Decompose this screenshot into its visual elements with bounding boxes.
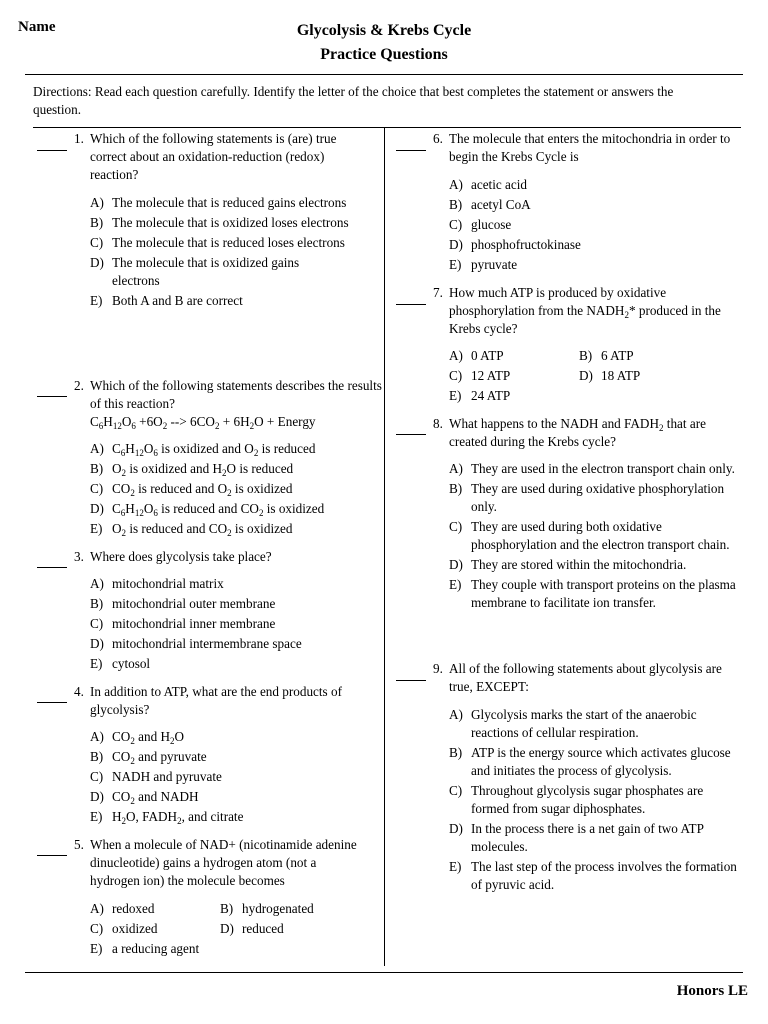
option-4a[interactable] (90, 728, 370, 746)
question-number: 8. (433, 416, 443, 431)
options-9 (449, 706, 739, 896)
option-text: mitochondrial intermembrane space (112, 636, 302, 651)
option-letter: A) (90, 441, 104, 456)
option-letter: D) (90, 789, 104, 804)
directions-divider-left (33, 127, 398, 128)
option-text: mitochondrial matrix (112, 576, 224, 591)
option-text: The last step of the process involves the formation of pyruvic acid. (471, 859, 737, 892)
option-text: $C_6H_{12}O_6$ is oxidized and $O_2$ is reduced (112, 441, 316, 458)
option-letter: B) (220, 901, 234, 916)
option-5d[interactable] (220, 920, 284, 938)
directions-divider-right (384, 127, 741, 128)
option-1a[interactable] (90, 194, 350, 212)
option-6d[interactable] (449, 236, 729, 254)
option-letter: A) (449, 348, 463, 363)
option-text: a reducing agent (112, 941, 200, 956)
option-text: Both A and B are correct (112, 293, 243, 308)
footer-label: Honors LE (676, 983, 748, 999)
option-letter: C) (90, 481, 104, 496)
option-text: 0 ATP (471, 348, 504, 363)
option-9d[interactable] (449, 820, 739, 856)
option-text: $C_6H_{12}O_6$ is reduced and $CO_2$ is oxidized (112, 501, 325, 518)
option-letter: E) (449, 577, 462, 592)
question-text: The molecule that enters the mitochondria in order to begin the Krebs Cycle is (449, 131, 731, 164)
question-number: 9. (433, 661, 443, 676)
option-letter: D) (449, 821, 463, 836)
option-letter: B) (90, 215, 104, 230)
option-letter: E) (90, 941, 103, 956)
option-text: phosphofructokinase (471, 237, 581, 252)
option-letter: C) (90, 769, 104, 784)
option-text: ATP is the energy source which activates glucose and initiates the process of glycolysis. (471, 745, 731, 778)
option-8a[interactable] (449, 460, 739, 478)
option-7d[interactable] (579, 367, 640, 385)
option-letter: C) (90, 921, 104, 936)
option-letter: E) (90, 809, 103, 824)
option-1d[interactable] (90, 254, 350, 290)
option-5b[interactable] (220, 900, 314, 918)
option-text: NADH and pyruvate (112, 769, 222, 784)
option-letter: B) (449, 481, 463, 496)
question-text: What happens to the NADH and $FADH_2$ that are created during the Krebs cycle? (449, 416, 706, 449)
question-text: Which of the following statements is (are) true correct about an oxidation-reduction (redox) reaction? (90, 131, 337, 182)
option-text: $O_2$ is reduced and $CO_2$ is oxidized (112, 521, 293, 538)
option-letter: A) (90, 576, 104, 591)
option-letter: B) (449, 197, 463, 212)
option-letter: B) (90, 749, 104, 764)
question-text: How much ATP is produced by oxidative phosphorylation from the $NADH_2*$ produced in the Krebs cycle? (449, 285, 721, 336)
option-2b[interactable] (90, 460, 380, 478)
option-letter: D) (220, 921, 234, 936)
option-text: glucose (471, 217, 512, 232)
question-text: All of the following statements about glycolysis are true, EXCEPT: (449, 661, 722, 694)
option-2a[interactable] (90, 440, 380, 458)
option-text: The molecule that is oxidized gains electrons (112, 255, 300, 288)
option-text: The molecule that is reduced gains electrons (112, 195, 347, 210)
option-letter: C) (449, 519, 463, 534)
question-number: 2. (74, 378, 84, 393)
option-4d[interactable] (90, 788, 370, 806)
option-2e[interactable] (90, 520, 380, 538)
option-3e[interactable] (90, 655, 370, 673)
option-letter: D) (579, 368, 593, 383)
option-text: They are used during oxidative phosphorylation only. (471, 481, 725, 514)
option-text: $O_2$ is oxidized and $H_2O$ is reduced (112, 461, 294, 478)
directions: Directions: Read each question carefully. Identify the letter of the choice that best completes the statement or answers the question. (33, 84, 674, 117)
option-7a[interactable] (449, 347, 504, 365)
question-stem-5 (74, 836, 364, 890)
question-number: 3. (74, 549, 84, 564)
option-letter: B) (90, 461, 104, 476)
option-4e[interactable] (90, 808, 370, 826)
options-1 (90, 194, 350, 312)
option-text: They couple with transport proteins on the plasma membrane to facilitate ion transfer. (471, 577, 736, 610)
question-stem-6 (433, 130, 738, 166)
option-5e[interactable] (90, 940, 199, 958)
option-4c[interactable] (90, 768, 370, 786)
option-text: They are used during both oxidative phosphorylation and the electron transport chain. (471, 519, 730, 552)
title-line-1: Glycolysis & Krebs Cycle (296, 22, 472, 39)
options-3 (90, 575, 370, 675)
options-6 (449, 176, 729, 276)
option-letter: A) (449, 707, 463, 722)
option-letter: B) (90, 596, 104, 611)
option-text: oxidized (112, 921, 158, 936)
name-label: Name (18, 19, 56, 35)
footer-divider (25, 972, 743, 973)
option-text: The molecule that is oxidized loses electrons (112, 215, 349, 230)
option-8e[interactable] (449, 576, 739, 612)
option-8b[interactable] (449, 480, 739, 516)
answer-blank-7[interactable] (396, 304, 426, 305)
question-number: 4. (74, 684, 84, 699)
option-text: 6 ATP (601, 348, 634, 363)
answer-blank-3[interactable] (37, 567, 67, 568)
option-9e[interactable] (449, 858, 739, 894)
options-4 (90, 728, 370, 828)
question-text: Which of the following statements describes the results of this reaction? (90, 378, 382, 411)
option-6c[interactable] (449, 216, 729, 234)
answer-blank-5[interactable] (37, 855, 67, 856)
option-letter: E) (449, 257, 462, 272)
option-1e[interactable] (90, 292, 350, 310)
option-text: cytosol (112, 656, 151, 671)
answer-blank-8[interactable] (396, 434, 426, 435)
option-text: $CO_2$ and $H_2O$ (112, 729, 185, 746)
option-text: acetic acid (471, 177, 528, 192)
option-text: $CO_2$ and NADH (112, 789, 199, 806)
question-number: 7. (433, 285, 443, 300)
reaction-equation: $C_6H_{12}O_6 +6O_2$ --> $6CO_2 + 6H_2O$ + Energy (90, 414, 316, 431)
option-letter: B) (449, 745, 463, 760)
option-text: Glycolysis marks the start of the anaerobic reactions of cellular respiration. (471, 707, 697, 740)
option-4b[interactable] (90, 748, 370, 766)
option-text: pyruvate (471, 257, 518, 272)
question-stem-1 (74, 130, 364, 184)
option-6b[interactable] (449, 196, 729, 214)
option-letter: E) (90, 293, 103, 308)
option-letter: C) (449, 783, 463, 798)
option-letter: A) (90, 729, 104, 744)
option-text: 24 ATP (471, 388, 511, 403)
option-8c[interactable] (449, 518, 739, 554)
option-letter: D) (90, 255, 104, 270)
option-1b[interactable] (90, 214, 350, 232)
answer-blank-4[interactable] (37, 702, 67, 703)
title-line-2: Practice Questions (320, 46, 448, 63)
option-letter: A) (449, 177, 463, 192)
option-3a[interactable] (90, 575, 370, 593)
header-divider (25, 74, 743, 75)
option-9b[interactable] (449, 744, 739, 780)
question-text: In addition to ATP, what are the end products of glycolysis? (90, 684, 342, 717)
option-6a[interactable] (449, 176, 729, 194)
option-text: 18 ATP (601, 368, 641, 383)
option-8d[interactable] (449, 556, 739, 574)
option-5c[interactable] (90, 920, 157, 938)
page-title (0, 19, 768, 67)
option-letter: D) (90, 501, 104, 516)
question-number: 6. (433, 131, 443, 146)
option-3b[interactable] (90, 595, 370, 613)
option-letter: D) (90, 636, 104, 651)
option-text: $H_2O$, $FADH_2$, and citrate (112, 809, 244, 826)
option-letter: C) (90, 616, 104, 631)
option-text: redoxed (112, 901, 155, 916)
option-2c[interactable] (90, 480, 380, 498)
option-7c[interactable] (449, 367, 510, 385)
option-letter: E) (90, 656, 103, 671)
option-letter: C) (449, 368, 463, 383)
option-text: reduced (242, 921, 284, 936)
option-text: acetyl CoA (471, 197, 531, 212)
question-number: 1. (74, 131, 84, 146)
option-letter: D) (449, 237, 463, 252)
option-text: 12 ATP (471, 368, 511, 383)
option-text: $CO_2$ is reduced and $O_2$ is oxidized (112, 481, 293, 498)
option-9c[interactable] (449, 782, 739, 818)
option-letter: A) (449, 461, 463, 476)
option-5a[interactable] (90, 900, 154, 918)
option-text: They are used in the electron transport chain only. (471, 461, 735, 476)
question-stem-2 (74, 377, 384, 431)
option-1c[interactable] (90, 234, 350, 252)
option-9a[interactable] (449, 706, 739, 742)
option-letter: C) (449, 217, 463, 232)
options-2 (90, 440, 380, 540)
option-letter: C) (90, 235, 104, 250)
option-letter: E) (449, 388, 462, 403)
option-letter: A) (90, 195, 104, 210)
answer-blank-1[interactable] (37, 150, 67, 151)
option-7e[interactable] (449, 387, 510, 405)
options-7 (449, 347, 739, 407)
option-text: In the process there is a net gain of two ATP molecules. (471, 821, 704, 854)
question-stem-4 (74, 683, 374, 719)
option-text: mitochondrial outer membrane (112, 596, 276, 611)
option-text: The molecule that is reduced loses electrons (112, 235, 345, 250)
option-letter: E) (449, 859, 462, 874)
question-number: 5. (74, 837, 84, 852)
option-letter: E) (90, 521, 103, 536)
answer-blank-6[interactable] (396, 150, 426, 151)
option-3c[interactable] (90, 615, 370, 633)
option-7b[interactable] (579, 347, 634, 365)
option-text: Throughout glycolysis sugar phosphates are formed from sugar diphosphates. (471, 783, 704, 816)
question-text: Where does glycolysis take place? (90, 549, 272, 564)
option-3d[interactable] (90, 635, 370, 653)
answer-blank-2[interactable] (37, 396, 67, 397)
option-text: They are stored within the mitochondria. (471, 557, 687, 572)
option-letter: A) (90, 901, 104, 916)
option-2d[interactable] (90, 500, 380, 518)
question-text: When a molecule of NAD+ (nicotinamide adenine dinucleotide) gains a hydrogen atom (not a hydrogen ion) the molecule becomes (90, 837, 357, 888)
answer-blank-9[interactable] (396, 680, 426, 681)
option-text: mitochondrial inner membrane (112, 616, 276, 631)
question-stem-8 (433, 415, 738, 451)
question-stem-7 (433, 284, 743, 338)
column-divider (384, 128, 385, 966)
options-8 (449, 460, 739, 614)
option-letter: B) (579, 348, 593, 363)
option-6e[interactable] (449, 256, 729, 274)
option-letter: D) (449, 557, 463, 572)
options-5 (90, 900, 380, 960)
option-text: $CO_2$ and pyruvate (112, 749, 207, 766)
question-stem-9 (433, 660, 743, 696)
question-stem-3 (74, 548, 374, 566)
option-text: hydrogenated (242, 901, 314, 916)
